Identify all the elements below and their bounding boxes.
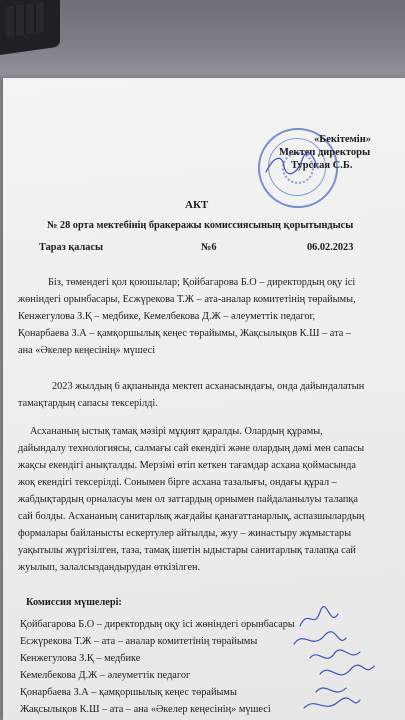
paragraph-3-line-4: жоқ екендігі тексерілді. Сонымен бірге асхана тазалығы, ондағы құрал – <box>18 477 337 488</box>
act-number: №6 <box>201 242 217 253</box>
commission-title: Комиссия мүшелері: <box>26 597 122 608</box>
commission-member: Кемелбекова Д.Ж – әлеуметтік педагог <box>20 670 191 681</box>
keyboard-corner <box>0 0 60 55</box>
act-date: 06.02.2023 <box>307 242 354 253</box>
paragraph-1-line-5: ана «Әкелер кеңесінің» мүшесі <box>18 345 156 356</box>
paragraph-1-line-2: жөніндегі орынбасары, Есжүрекова Т.Ж – ата-аналар комитетінің төрайымы, <box>18 294 356 305</box>
approval-position: Мектеп директоры <box>279 147 371 158</box>
commission-member: Қонарбаева З.А – қамқоршылық кеңес төрайымы <box>20 687 237 698</box>
act-title: АКТ <box>185 199 209 211</box>
paragraph-1-line-4: Қонарбаева З.А – қамқоршылық кеңес төрайымы, Жақсылықов К.Ш – ата – <box>18 328 352 339</box>
act-subtitle: № 28 орта мектебінің бракеражы комиссиясының қорытындысы <box>47 220 354 231</box>
approval-name: Турская С.Б. <box>291 160 353 171</box>
paragraph-1-line-1: Біз, төмендегі қол қоюшылар; Қойбагарова Б.О – директордың оқу ісі <box>48 277 356 288</box>
paragraph-3-line-6: сай болды. Асхананың санитарлық жағдайы қанағаттанарлық, аспазшылардың <box>18 511 365 522</box>
commission-signatures <box>290 600 380 718</box>
commission-member: Есжүрекова Т.Ж – ата – аналар комитетінің төрайымы <box>20 636 258 647</box>
commission-member: Кенжегулова З.Қ – медбике <box>20 653 141 664</box>
paragraph-3-line-2: дайындалу технологиясы, салмағы сай екендігі және олардың дәмі мен сапасы <box>18 443 365 454</box>
city-label: Тараз қаласы <box>39 242 104 253</box>
paragraph-3-line-1: Асхананың ыстық тамақ мәзірі мұқият қаралды. Олардың құрамы, <box>30 426 323 437</box>
paragraph-2-line-1: 2023 жылдың 6 ақпанында мектеп асханасындағы, онда дайындалатын <box>52 381 365 392</box>
paragraph-3-line-3: жақсы екендігі анықталды. Мерзімі өтіп кеткен тағамдар асхана қоймасында <box>18 460 356 471</box>
director-signature <box>262 150 322 180</box>
paragraph-3-line-9: жуылып, залалсыздандырудан өткізілген. <box>18 562 201 573</box>
approval-title: «Бекітемін» <box>314 134 372 145</box>
commission-member: Жақсылықов К.Ш – ата – ана «Әкелер кеңесінің» мүшесі <box>20 704 271 715</box>
desk-background <box>0 0 405 70</box>
paragraph-2-line-2: тамақтардың сапасы тексерілді. <box>18 398 158 409</box>
paragraph-1-line-3: Кенжегулова З.Қ – медбике, Кемелбекова Д.Ж – әлеуметтік педагог, <box>18 311 316 322</box>
paragraph-3-line-8: уақытылы жүргізілген, таза, тамақ ішетін ыдыстары санитарлық талапқа сай <box>18 545 356 556</box>
commission-member: Қойбагарова Б.О – директордың оқу ісі жөніндегі орынбасары <box>20 619 295 630</box>
paragraph-3-line-7: формалары байланысты ескертулер айтылды, жуу – жинастыру жұмыстары <box>18 528 352 539</box>
paragraph-3-line-5: жабдықтардың орналасуы мен ол заттардың орнымен пайдаланылуы талапқа <box>18 494 358 505</box>
